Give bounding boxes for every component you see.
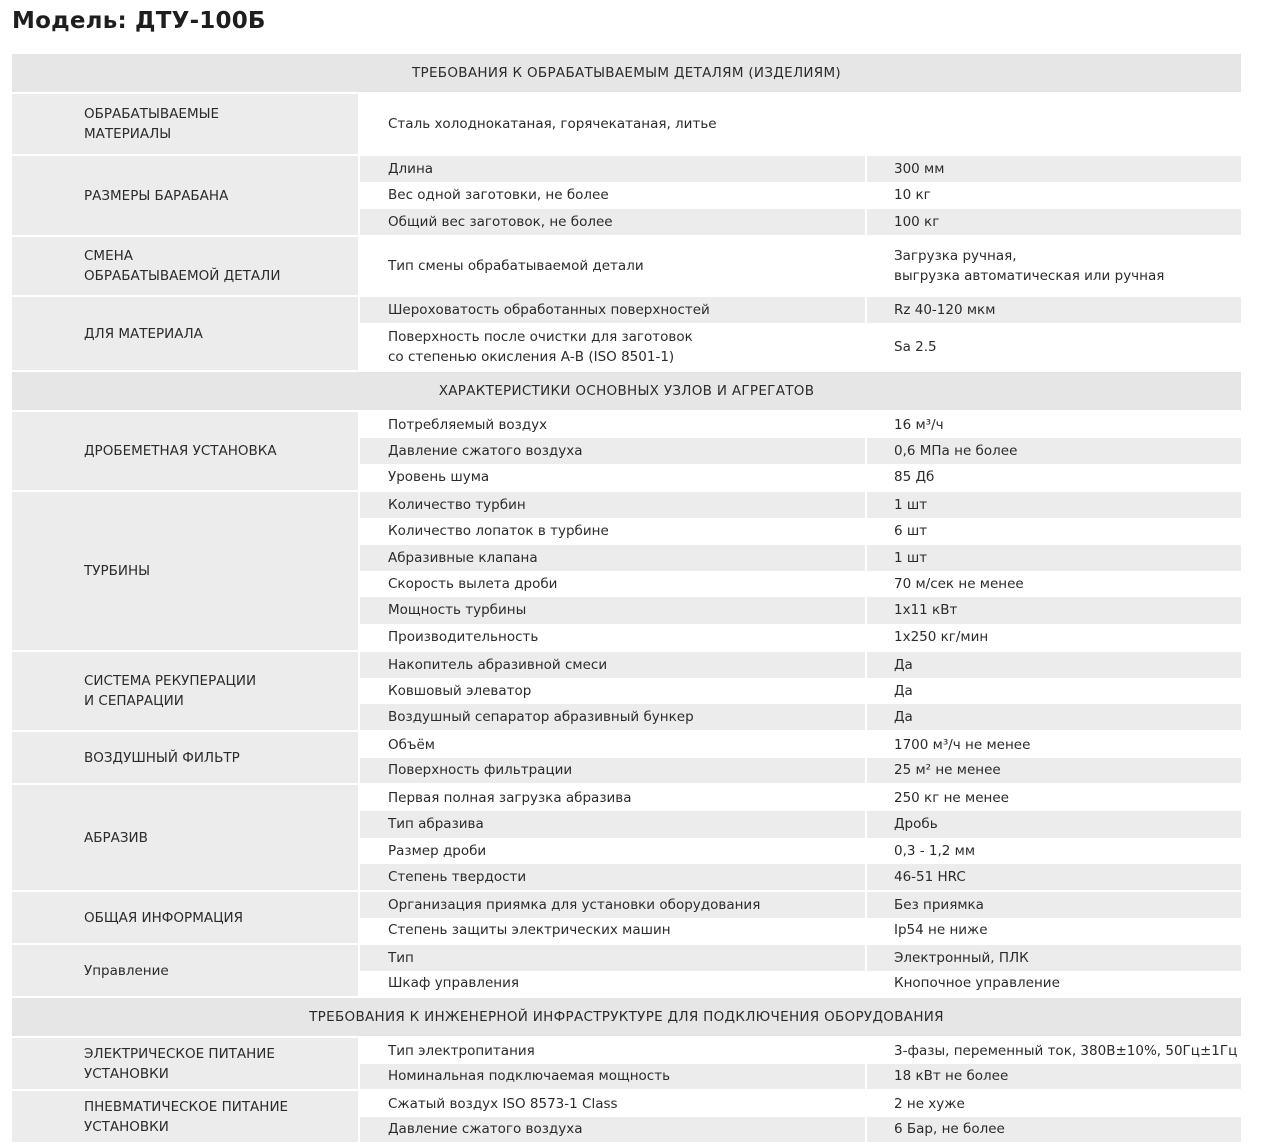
param-value: 85 Дб — [894, 469, 935, 485]
param-value: 0,6 МПа не более — [867, 438, 1241, 464]
spec-row — [360, 1038, 1241, 1064]
spec-row — [360, 892, 1241, 918]
spec-group — [12, 1091, 1241, 1142]
spec-row — [360, 597, 1241, 623]
group-label: ОБЩАЯ ИНФОРМАЦИЯ — [12, 892, 358, 943]
param-name: Первая полная загрузка абразива — [388, 790, 632, 807]
param-value: 0,3 - 1,2 мм — [894, 842, 976, 859]
spec-row — [360, 156, 1241, 182]
spec-group — [12, 237, 1241, 295]
spec-group — [12, 492, 1241, 650]
param-name: Объём — [388, 736, 435, 753]
spec-row — [360, 1117, 1241, 1143]
spec-group — [12, 94, 1241, 154]
param-name: Сталь холоднокатаная, горячекатаная, литье — [388, 116, 717, 132]
param-name: Накопитель абразивной смеси — [360, 652, 865, 678]
group-label: ВОЗДУШНЫЙ ФИЛЬТР — [12, 732, 358, 783]
param-value: Sa 2.5 — [894, 338, 937, 355]
param-name: Шероховатость обработанных поверхностей — [360, 297, 865, 323]
group-rows — [360, 94, 1241, 154]
spec-row — [360, 209, 1241, 235]
param-value: 2 не хуже — [894, 1095, 965, 1112]
param-name: Поверхность фильтрации — [360, 758, 865, 784]
param-value: 100 кг — [867, 209, 1241, 235]
param-name: Общий вес заготовок, не более — [360, 209, 865, 235]
spec-row — [360, 971, 1241, 997]
spec-group — [12, 892, 1241, 943]
section-header: ТРЕБОВАНИЯ К ОБРАБАТЫВАЕМЫМ ДЕТАЛЯМ (ИЗДЕЛИЯМ) — [12, 54, 1241, 92]
param-value: 1 шт — [867, 492, 1241, 518]
group-label: Управление — [12, 945, 358, 996]
spec-row — [360, 237, 1241, 295]
param-value: Да — [894, 683, 913, 699]
spec-table — [12, 54, 1241, 1144]
param-name: Тип — [360, 945, 865, 971]
param-name: Воздушный сепаратор абразивный бункер — [360, 704, 865, 730]
param-name: Тип абразива — [360, 811, 865, 837]
param-value: 46-51 HRC — [867, 864, 1241, 890]
param-name: Скорость вылета дроби — [388, 576, 558, 593]
spec-row — [360, 94, 1241, 154]
param-value: 25 м² не менее — [867, 758, 1241, 784]
group-rows — [360, 156, 1241, 235]
param-value: 300 мм — [867, 156, 1241, 182]
spec-group — [12, 297, 1241, 370]
param-name: Размер дроби — [388, 842, 487, 859]
spec-row — [360, 571, 1241, 597]
param-value: 1 шт — [867, 545, 1241, 571]
group-label: ДРОБЕМЕТНАЯ УСТАНОВКА — [12, 412, 358, 490]
spec-row — [360, 412, 1241, 438]
param-name: Давление сжатого воздуха — [360, 1117, 865, 1143]
spec-row — [360, 704, 1241, 730]
param-name: Мощность турбины — [360, 597, 865, 623]
spec-row — [360, 864, 1241, 890]
param-name: Организация приямка для установки оборудования — [360, 892, 865, 918]
param-value: 1700 м³/ч не менее — [894, 736, 1031, 753]
group-label: АБРАЗИВ — [12, 785, 358, 890]
param-value: 18 кВт не более — [867, 1064, 1241, 1090]
param-name: Сжатый воздух ISO 8573-1 Class — [388, 1095, 618, 1112]
param-value: 10 кг — [894, 187, 931, 204]
spec-row — [360, 811, 1241, 837]
spec-row — [360, 518, 1241, 544]
spec-row — [360, 758, 1241, 784]
spec-group — [12, 732, 1241, 783]
group-rows — [360, 492, 1241, 650]
spec-row — [360, 785, 1241, 811]
spec-row — [360, 732, 1241, 758]
group-rows — [360, 1038, 1241, 1089]
param-name: Поверхность после очистки для заготовок со степенью окисления А-В (ISO 8501-1) — [388, 328, 693, 365]
spec-row — [360, 1064, 1241, 1090]
param-value: Да — [867, 704, 1241, 730]
param-value: Ip54 не ниже — [894, 922, 988, 939]
spec-row — [360, 678, 1241, 704]
group-rows — [360, 412, 1241, 490]
param-name: Потребляемый воздух — [388, 417, 548, 433]
param-name: Тип электропитания — [388, 1042, 535, 1059]
section-header: ТРЕБОВАНИЯ К ИНЖЕНЕРНОЙ ИНФРАСТРУКТУРЕ ДЛЯ ПОДКЛЮЧЕНИЯ ОБОРУДОВАНИЯ — [12, 998, 1241, 1036]
param-value: Rz 40-120 мкм — [867, 297, 1241, 323]
param-name: Шкаф управления — [388, 975, 519, 992]
spec-group — [12, 652, 1241, 730]
spec-group — [12, 412, 1241, 490]
group-rows — [360, 892, 1241, 943]
param-value: 1х250 кг/мин — [894, 628, 989, 645]
spec-group — [12, 945, 1241, 996]
param-name: Длина — [360, 156, 865, 182]
section-header: ХАРАКТЕРИСТИКИ ОСНОВНЫХ УЗЛОВ И АГРЕГАТОВ — [12, 372, 1241, 410]
group-rows — [360, 732, 1241, 783]
param-value: 70 м/сек не менее — [894, 576, 1024, 593]
spec-row — [360, 652, 1241, 678]
param-name: Давление сжатого воздуха — [360, 438, 865, 464]
param-value: Электронный, ПЛК — [867, 945, 1241, 971]
group-rows — [360, 237, 1241, 295]
spec-row — [360, 838, 1241, 864]
param-value: 250 кг не менее — [894, 790, 1009, 807]
page-title: Модель: ДТУ-100Б — [12, 8, 266, 34]
spec-row — [360, 545, 1241, 571]
spec-row — [360, 1091, 1241, 1117]
param-name: Степень твердости — [360, 864, 865, 890]
param-name: Номинальная подключаемая мощность — [360, 1064, 865, 1090]
param-value: 3-фазы, переменный ток, 380В±10%, 50Гц±1Гц — [894, 1042, 1238, 1059]
group-rows — [360, 945, 1241, 996]
param-value: 6 шт — [894, 523, 928, 540]
spec-row — [360, 182, 1241, 208]
spec-row — [360, 624, 1241, 650]
group-label: ПНЕВМАТИЧЕСКОЕ ПИТАНИЕ УСТАНОВКИ — [12, 1091, 358, 1142]
group-label: ЭЛЕКТРИЧЕСКОЕ ПИТАНИЕ УСТАНОВКИ — [12, 1038, 358, 1089]
spec-group — [12, 156, 1241, 235]
param-value: Без приямка — [867, 892, 1241, 918]
group-rows — [360, 652, 1241, 730]
param-name: Абразивные клапана — [360, 545, 865, 571]
group-label: СИСТЕМА РЕКУПЕРАЦИИ И СЕПАРАЦИИ — [12, 652, 358, 730]
param-value: 6 Бар, не более — [867, 1117, 1241, 1143]
spec-row — [360, 918, 1241, 944]
param-name: Количество лопаток в турбине — [388, 523, 609, 540]
param-name: Уровень шума — [388, 469, 490, 485]
spec-row — [360, 492, 1241, 518]
group-label: СМЕНА ОБРАБАТЫВАЕМОЙ ДЕТАЛИ — [12, 237, 358, 295]
group-rows — [360, 297, 1241, 370]
param-value: 1х11 кВт — [867, 597, 1241, 623]
spec-row — [360, 438, 1241, 464]
param-value: Кнопочное управление — [894, 975, 1060, 992]
spec-row — [360, 945, 1241, 971]
param-name: Количество турбин — [360, 492, 865, 518]
param-name: Степень защиты электрических машин — [388, 922, 671, 939]
group-rows — [360, 1091, 1241, 1142]
spec-row — [360, 323, 1241, 370]
param-name: Вес одной заготовки, не более — [388, 187, 609, 204]
param-name: Производительность — [388, 628, 539, 645]
group-label: ДЛЯ МАТЕРИАЛА — [12, 297, 358, 370]
param-name: Тип смены обрабатываемой детали — [388, 258, 644, 274]
spec-group — [12, 1038, 1241, 1089]
param-value: 16 м³/ч — [894, 417, 944, 433]
group-label: РАЗМЕРЫ БАРАБАНА — [12, 156, 358, 235]
spec-row — [360, 297, 1241, 323]
param-value: Дробь — [867, 811, 1241, 837]
group-rows — [360, 785, 1241, 890]
spec-row — [360, 464, 1241, 490]
param-value: Да — [867, 652, 1241, 678]
group-label: ОБРАБАТЫВАЕМЫЕ МАТЕРИАЛЫ — [12, 94, 358, 154]
group-label: ТУРБИНЫ — [12, 492, 358, 650]
param-value: Загрузка ручная, выгрузка автоматическая или ручная — [894, 248, 1165, 284]
spec-group — [12, 785, 1241, 890]
param-name: Ковшовый элеватор — [388, 683, 532, 699]
